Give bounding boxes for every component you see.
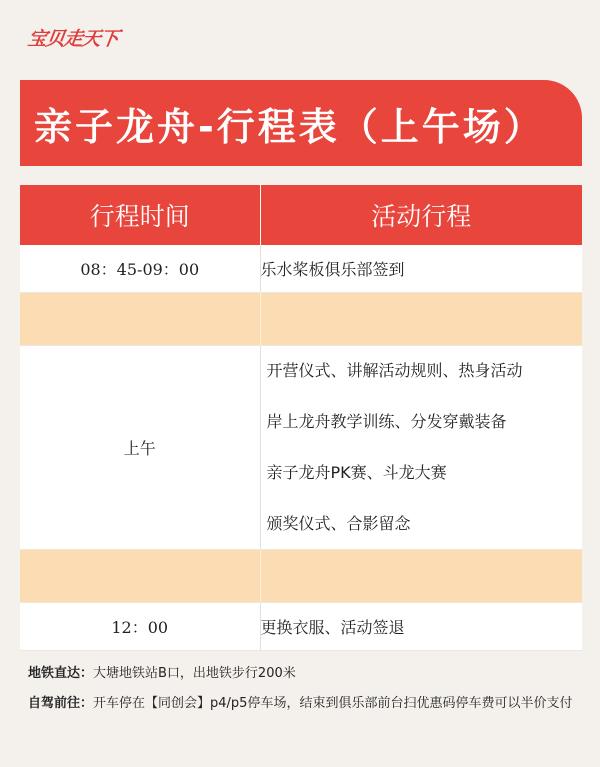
table-row [20,603,582,651]
spacer-cell [20,550,260,603]
table-row [20,245,582,293]
schedule-table [20,185,582,651]
spacer-cell [260,293,582,346]
activity-cell: 更换衣服、活动签退 [260,603,582,651]
notes-section [28,664,588,724]
drive-note [28,694,588,714]
metro-note [28,664,588,684]
spacer-row [20,293,582,346]
spacer-cell [20,293,260,346]
time-cell: 12：00 [20,603,260,651]
title-banner [20,80,582,166]
header-activity: 活动行程 [260,185,582,245]
brand-logo: 宝贝走天下 [26,28,120,50]
spacer-row [20,550,582,603]
time-cell: 08：45-09：00 [20,245,260,293]
activity-item: 开营仪式、讲解活动规则、热身活动 [266,361,523,380]
table-row [20,346,582,550]
activity-cell: 乐水桨板俱乐部签到 [260,245,582,293]
spacer-cell [260,550,582,603]
time-cell: 上午 [20,346,260,550]
metro-text: 大塘地铁站B口，出地铁步行200米 [93,666,296,681]
header-time: 行程时间 [20,185,260,245]
drive-label: 自驾前往： [28,696,94,711]
page-title: 亲子龙舟-行程表（上午场） [34,104,545,149]
drive-text: 开车停在【同创会】p4/p5停车场，结束到俱乐部前台扫优惠码停车费可以半价支付 [93,696,573,711]
activity-cell [260,346,582,550]
activity-item: 岸上龙舟教学训练、分发穿戴装备 [266,412,507,431]
table-header-row [20,185,582,245]
activity-item: 颁奖仪式、合影留念 [266,514,411,533]
metro-label: 地铁直达： [28,666,94,681]
activity-item: 亲子龙舟PK赛、斗龙大赛 [266,463,447,482]
